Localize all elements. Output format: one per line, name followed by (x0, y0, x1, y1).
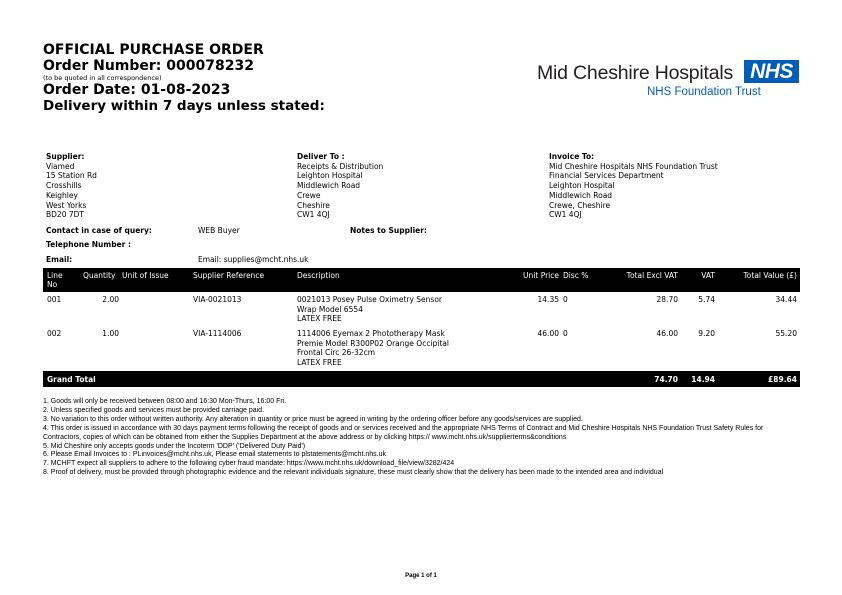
row-line: 001 (47, 295, 62, 304)
nhs-logo-badge: NHS (744, 60, 799, 83)
invoice-to-line: Middlewich Road (549, 190, 613, 200)
row-desc-line: 1114006 Eyemax 2 Phototherapy Mask (297, 329, 445, 338)
deliver-to-line: Middlewich Road (297, 181, 361, 191)
row-desc-line: LATEX FREE (297, 314, 342, 323)
row-vat: 5.74 (698, 295, 715, 304)
logo-name: Mid Cheshire Hospitals (537, 62, 734, 84)
deliver-to-line: CW1 4QJ (297, 210, 330, 220)
invoice-to-line: Leighton Hospital (549, 181, 615, 191)
telephone-label: Telephone Number : (46, 240, 131, 249)
invoice-to-label: Invoice To: (549, 152, 595, 161)
term-item: 1. Goods will only be received between 08:00 and 16:30 Mon-Thurs, 16:00 Fri. (43, 398, 287, 405)
logo-trust-name: NHS Foundation Trust (647, 86, 761, 98)
supplier-line: 15 Station Rd (46, 171, 97, 181)
col-line-no: No (47, 280, 58, 289)
order-terms (43, 398, 803, 478)
invoice-to-address (549, 152, 718, 220)
term-item: 2. Unless specified goods and services must be provided carriage paid. (43, 406, 265, 414)
row-unit-price: 14.35 (537, 295, 559, 304)
grand-total-bar (43, 371, 800, 387)
order-header (43, 42, 325, 114)
deliver-to-line: Crewe (297, 190, 321, 200)
term-item: 5. Mid Cheshire only accepts goods under the Incoterm 'DDP' ('Delivered Duty Paid') (43, 442, 306, 450)
col-supplier-reference: Supplier Reference (193, 271, 265, 280)
invoice-to-line: Financial Services Department (549, 171, 664, 181)
term-item: 7. MCHFT expect all suppliers to adhere to the following cyber fraud mandate: https://www.mcht.nhs.uk/download_file/view/3282/424 (43, 460, 455, 468)
col-line: Line (47, 271, 63, 280)
col-total-value: Total Value (£) (743, 271, 797, 280)
col-unit-price: Unit Price (523, 271, 559, 280)
row-line: 002 (47, 329, 62, 338)
deliver-to-address (297, 152, 383, 220)
grand-total-label: Grand Total (47, 375, 96, 384)
col-vat: VAT (701, 271, 715, 280)
term-item: 3. No variation to this order without written authority. Any alteration in quantity or price must be agreed in writing by the ordering officer before any goods/services are supplied. (43, 415, 583, 423)
row-desc-line: LATEX FREE (297, 357, 342, 367)
supplier-line: Viamed (46, 161, 75, 171)
col-description: Description (297, 271, 340, 280)
order-date: Order Date: 01-08-2023 (43, 82, 231, 98)
grand-total-excl: 74.70 (654, 375, 678, 384)
row-quantity: 2.00 (102, 295, 119, 304)
trust-logo (537, 58, 799, 100)
email-value: Email: supplies@mcht.nhs.uk (198, 255, 309, 264)
row-desc-line: Frontal Circ 26-32cm (297, 348, 376, 357)
row-supplier-ref: VIA-1114006 (193, 329, 242, 338)
supplier-line: BD20 7DT (46, 210, 84, 220)
page-number: Page 1 of 1 (405, 573, 437, 579)
term-item: 4. This order is issued in accordance with 30 days payment terms following the receipt of goods and or services received and the appropriate NHS Terms of Contract and Mid Cheshire Hospitals NHS Foundation Trust Safety Rules for Contractors, copies of which can be obtained from either the Supplies Department at the above address or by clicking https:// www.mcht.nhs.uk/supplierterms&conditions (43, 424, 764, 441)
col-unit-of-issue: Unit of Issue (122, 271, 169, 280)
term-item: 6. Please Email Invoices to : PLinvoices@mcht.nhs.uk, Please email statements to plstatements@mcht.nhs.uk (43, 451, 386, 459)
col-total-excl-vat: Total Excl VAT (626, 271, 678, 280)
order-table-header (43, 268, 800, 292)
invoice-to-line: Crewe, Cheshire (549, 200, 611, 210)
supplier-line: Crosshills (46, 181, 82, 191)
deliver-to-line: Cheshire (297, 200, 330, 210)
grand-total-value: £89.64 (768, 375, 797, 384)
contact-value: WEB Buyer (198, 226, 240, 235)
row-total-value: 34.44 (775, 295, 797, 304)
supplier-address (46, 152, 97, 220)
supplier-label: Supplier: (46, 152, 85, 161)
row-desc-line: Premie Model R300P02 Orange Occipital (297, 338, 449, 348)
row-disc: 0 (563, 295, 568, 304)
row-desc-line: 0021013 Posey Pulse Oximetry Sensor (297, 295, 443, 304)
grand-total-vat: 14.94 (691, 375, 715, 384)
email-label: Email: (46, 255, 73, 264)
row-disc: 0 (563, 329, 568, 338)
quote-note: (to be quoted in all correspondence) (43, 74, 162, 82)
row-vat: 9.20 (698, 329, 715, 338)
col-quantity: Quantity (83, 271, 116, 280)
document-title: OFFICIAL PURCHASE ORDER (43, 42, 264, 58)
invoice-to-line: Mid Cheshire Hospitals NHS Foundation Trust (549, 161, 718, 171)
row-unit-price: 46.00 (537, 329, 559, 338)
notes-label: Notes to Supplier: (350, 226, 427, 235)
delivery-note: Delivery within 7 days unless stated: (43, 98, 325, 114)
row-total-excl: 28.70 (656, 295, 678, 304)
deliver-to-label: Deliver To : (297, 152, 345, 161)
supplier-line: Keighley (46, 190, 78, 200)
invoice-to-line: CW1 4QJ (549, 210, 582, 220)
row-total-excl: 46.00 (656, 329, 678, 338)
col-disc: Disc % (563, 271, 589, 280)
supplier-line: West Yorks (46, 200, 87, 210)
row-total-value: 55.20 (775, 329, 797, 338)
term-item: 8. Proof of delivery, must be provided through photographic evidence and the relevant individuals signature, these must clearly show that the delivery has been made to the intended area and individual (43, 469, 664, 477)
row-desc-line: Wrap Model 6554 (297, 304, 363, 314)
deliver-to-line: Leighton Hospital (297, 171, 363, 181)
order-number: Order Number: 000078232 (43, 58, 254, 74)
deliver-to-line: Receipts & Distribution (297, 161, 384, 171)
row-quantity: 1.00 (102, 329, 119, 338)
row-supplier-ref: VIA-0021013 (193, 295, 242, 304)
contact-label: Contact in case of query: (46, 226, 152, 235)
